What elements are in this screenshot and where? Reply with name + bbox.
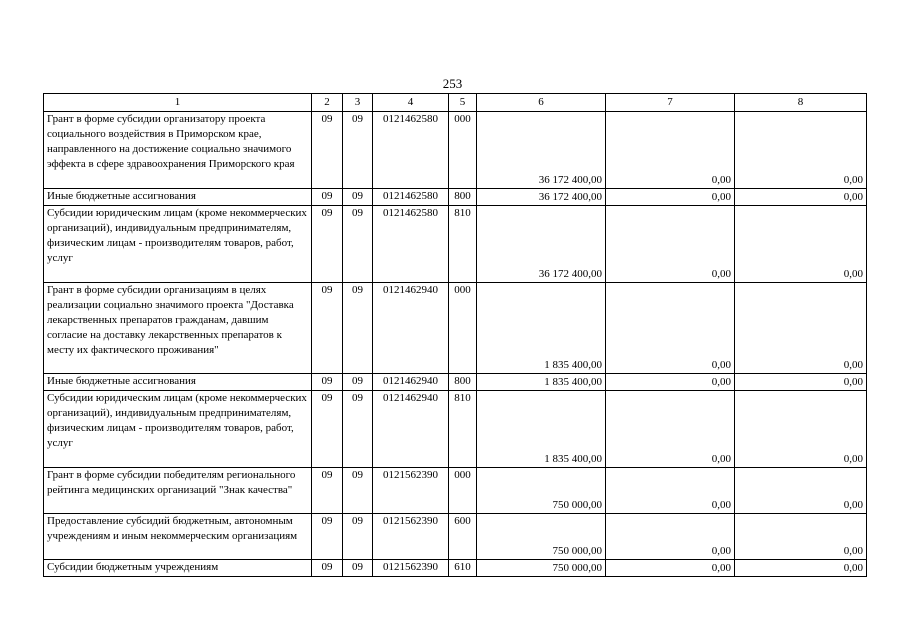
amount-col8: 0,00: [735, 206, 867, 283]
table-row: [44, 560, 867, 577]
amount-col6: 1 835 400,00: [477, 374, 606, 391]
section-code: 09: [312, 206, 343, 283]
table-row: [44, 189, 867, 206]
section-code: 09: [312, 283, 343, 374]
column-header: 5: [449, 94, 477, 112]
amount-col8: 0,00: [735, 514, 867, 560]
column-header: 2: [312, 94, 343, 112]
amount-col8: 0,00: [735, 374, 867, 391]
amount-col8: 0,00: [735, 391, 867, 468]
amount-col8: 0,00: [735, 112, 867, 189]
amount-col6: 1 835 400,00: [477, 391, 606, 468]
expense-type-code: 000: [449, 283, 477, 374]
row-name: Предоставление субсидий бюджетным, автономным учреждениям и иным некоммерческим организациям: [44, 514, 312, 560]
table-header-row: [44, 94, 867, 112]
section-code: 09: [312, 391, 343, 468]
table-row: [44, 514, 867, 560]
target-article-code: 0121462940: [373, 374, 449, 391]
column-header: 6: [477, 94, 606, 112]
amount-col6: 750 000,00: [477, 560, 606, 577]
subsection-code: 09: [343, 514, 373, 560]
target-article-code: 0121562390: [373, 468, 449, 514]
page-number: 253: [442, 76, 463, 91]
table-row: [44, 468, 867, 514]
column-header: 8: [735, 94, 867, 112]
amount-col7: 0,00: [606, 468, 735, 514]
row-name: Грант в форме субсидии организатору проекта социального воздействия в Приморском крае, направленного на достижение социально значимого эффекта в сфере здравоохранения Приморского края: [44, 112, 312, 189]
table-row: [44, 374, 867, 391]
amount-col7: 0,00: [606, 206, 735, 283]
target-article-code: 0121562390: [373, 560, 449, 577]
subsection-code: 09: [343, 374, 373, 391]
table-row: [44, 283, 867, 374]
expense-type-code: 600: [449, 514, 477, 560]
subsection-code: 09: [343, 189, 373, 206]
amount-col6: 750 000,00: [477, 468, 606, 514]
amount-col7: 0,00: [606, 189, 735, 206]
column-header: 3: [343, 94, 373, 112]
section-code: 09: [312, 560, 343, 577]
amount-col6: 1 835 400,00: [477, 283, 606, 374]
amount-col7: 0,00: [606, 374, 735, 391]
row-name: Грант в форме субсидии победителям регионального рейтинга медицинских организаций "Знак качества": [44, 468, 312, 514]
expense-type-code: 000: [449, 468, 477, 514]
target-article-code: 0121462580: [373, 112, 449, 189]
row-name: Иные бюджетные ассигнования: [44, 374, 312, 391]
amount-col6: 36 172 400,00: [477, 206, 606, 283]
amount-col8: 0,00: [735, 468, 867, 514]
row-name: Субсидии юридическим лицам (кроме некоммерческих организаций), индивидуальным предпринимателям, физическим лицам - производителям товаров, работ, услуг: [44, 391, 312, 468]
section-code: 09: [312, 514, 343, 560]
table-row: [44, 112, 867, 189]
subsection-code: 09: [343, 283, 373, 374]
subsection-code: 09: [343, 468, 373, 514]
column-header: 4: [373, 94, 449, 112]
expense-type-code: 000: [449, 112, 477, 189]
amount-col8: 0,00: [735, 560, 867, 577]
row-name: Субсидии юридическим лицам (кроме некоммерческих организаций), индивидуальным предпринимателям, физическим лицам - производителям товаров, работ, услуг: [44, 206, 312, 283]
row-name: Субсидии бюджетным учреждениям: [44, 560, 312, 577]
target-article-code: 0121462580: [373, 206, 449, 283]
amount-col7: 0,00: [606, 560, 735, 577]
subsection-code: 09: [343, 112, 373, 189]
section-code: 09: [312, 112, 343, 189]
amount-col7: 0,00: [606, 514, 735, 560]
expense-type-code: 810: [449, 206, 477, 283]
expense-type-code: 800: [449, 374, 477, 391]
expense-type-code: 800: [449, 189, 477, 206]
amount-col8: 0,00: [735, 189, 867, 206]
subsection-code: 09: [343, 391, 373, 468]
amount-col7: 0,00: [606, 391, 735, 468]
column-header: 7: [606, 94, 735, 112]
subsection-code: 09: [343, 560, 373, 577]
expense-type-code: 610: [449, 560, 477, 577]
budget-table: [43, 93, 867, 577]
table-row: [44, 206, 867, 283]
amount-col7: 0,00: [606, 283, 735, 374]
amount-col6: 36 172 400,00: [477, 112, 606, 189]
amount-col8: 0,00: [735, 283, 867, 374]
target-article-code: 0121462580: [373, 189, 449, 206]
target-article-code: 0121462940: [373, 391, 449, 468]
target-article-code: 0121562390: [373, 514, 449, 560]
section-code: 09: [312, 468, 343, 514]
section-code: 09: [312, 189, 343, 206]
row-name: Грант в форме субсидии организациям в целях реализации социально значимого проекта "Доставка лекарственных препаратов гражданам, давшим согласие на доставку лекарственных препаратов к месту их фактического проживания": [44, 283, 312, 374]
amount-col7: 0,00: [606, 112, 735, 189]
section-code: 09: [312, 374, 343, 391]
row-name: Иные бюджетные ассигнования: [44, 189, 312, 206]
table-row: [44, 391, 867, 468]
target-article-code: 0121462940: [373, 283, 449, 374]
subsection-code: 09: [343, 206, 373, 283]
amount-col6: 36 172 400,00: [477, 189, 606, 206]
column-header: 1: [44, 94, 312, 112]
expense-type-code: 810: [449, 391, 477, 468]
amount-col6: 750 000,00: [477, 514, 606, 560]
